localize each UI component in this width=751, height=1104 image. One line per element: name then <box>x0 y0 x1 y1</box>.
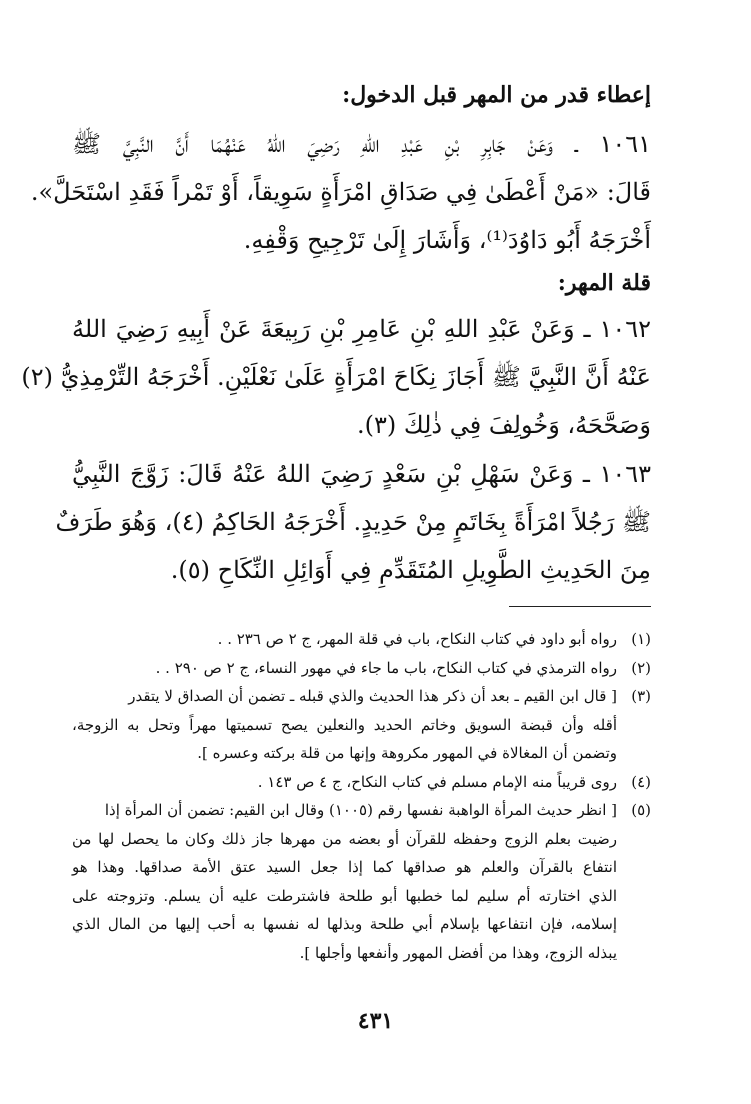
footnote-number: (٥) <box>631 801 651 819</box>
footnote-text: أقله وأن قبضة السويق وخاتم الحديد والنعلين يصح تسميتها مهراً وتحل به الزوجة، <box>72 715 617 734</box>
footnote-text: رواه الترمذي في كتاب النكاح، باب ما جاء في مهور النساء، ج ٢ ص ٢٩٠ . . <box>155 658 617 677</box>
footnote-text: وتضمن أن المغالاة في المهور مكروهة وإنها من قلة بركته وعسره ]. <box>197 744 617 762</box>
hadith-1061 <box>30 120 651 264</box>
hadith-line: ١٠٦٣ ـ وَعَنْ سَهْلِ بْنِ سَعْدٍ رَضِيَ اللهُ عَنْهُ قَالَ: زَوَّجَ النَّبِيُّ <box>72 460 651 488</box>
footnote-separator <box>509 606 651 607</box>
footnote-text: يبذله الزوج، وهذا من أفضل المهور وأنفعها وأجلها ]. <box>299 943 617 962</box>
hadith-1063 <box>55 450 651 594</box>
footnote-2 <box>72 654 651 683</box>
footnote-number: (٤) <box>631 772 651 791</box>
footnote-number: (١) <box>631 630 651 648</box>
footnote-number: (٣) <box>631 687 651 705</box>
footnotes <box>72 625 651 967</box>
page-number: ٤٣١ <box>357 1008 394 1034</box>
footnote-5 <box>72 796 651 967</box>
hadith-line: ﷺ رَجُلاً امْرَأَةً بِخَاتَمٍ مِنْ حَدِيدٍ. أَخْرَجَهُ الحَاكِمُ (٤)، وَهُوَ طَرَفٌ <box>55 508 651 536</box>
section-heading-early-dower: إعطاء قدر من المهر قبل الدخول: <box>342 82 651 108</box>
footnote-text: إسلامه، فإن انتفاعها بإسلام أبي طلحة وبذلها له نفسها به أحب إليها من المال الذي <box>72 915 617 933</box>
footnote-3 <box>72 682 651 768</box>
hadith-line: وَصَحَّحَهُ، وَخُولِفَ فِي ذٰلِكَ (٣). <box>356 411 651 439</box>
section-heading-small-dower: قلة المهر: <box>557 270 651 296</box>
hadith-line: مِنَ الحَدِيثِ الطَّوِيلِ المُتَقَدِّمِ فِي أَوَائِلِ النِّكَاحِ (٥). <box>170 556 651 584</box>
hadith-line: عَنْهُ أَنَّ النَّبِيَّ ﷺ أَجَازَ نِكَاحَ امْرَأَةٍ عَلَىٰ نَعْلَيْنِ. أَخْرَجَهُ التِّرْمِذِيُّ (٢) <box>21 363 651 391</box>
hadith-line: ١٠٦١ ـ وَعَنْ جَابِرِ بْنِ عَبْدِ اللهِ رَضِيَ اللهُ عَنْهُمَا أَنَّ النَّبِيَّ ﷺ <box>72 130 651 158</box>
footnote-text: روى قريباً منه الإمام مسلم في كتاب النكاح، ج ٤ ص ١٤٣ . <box>257 772 617 791</box>
hadith-1062 <box>21 305 651 449</box>
hadith-line: أَخْرَجَهُ أَبُو دَاوُدَ⁽¹⁾، وَأَشَارَ إِلَىٰ تَرْجِيحِ وَقْفِهِ. <box>243 226 651 254</box>
footnote-text: رواه أبو داود في كتاب النكاح، باب في قلة المهر، ج ٢ ص ٢٣٦ . . <box>217 630 617 648</box>
footnote-text: الذي اختارته أم سليم لما خطبها أبو طلحة فاشترطت عليه أن يسلم. وتزوجته على <box>72 886 617 905</box>
footnote-text: رضيت بعلم الزوج وحفظه للقرآن أو بعضه من مهرها جاز ذلك وكان ما يحصل لها من <box>72 829 617 848</box>
footnote-text: [ قال ابن القيم ـ بعد أن ذكر هذا الحديث والذي قبله ـ تضمن أن الصداق لا يتقدر <box>128 687 617 705</box>
footnote-1 <box>72 625 651 654</box>
hadith-line: قَالَ: «مَنْ أَعْطَىٰ فِي صَدَاقِ امْرَأَةٍ سَوِيقاً، أَوْ تَمْراً فَقَدِ اسْتَحَلَّ». <box>30 178 651 206</box>
footnote-number: (٢) <box>631 658 651 677</box>
footnote-4 <box>72 768 651 797</box>
hadith-line: ١٠٦٢ ـ وَعَنْ عَبْدِ اللهِ بْنِ عَامِرِ بْنِ رَبِيعَةَ عَنْ أَبِيهِ رَضِيَ اللهُ <box>72 315 651 343</box>
footnote-text: انتفاع بالقرآن والعلم هو صداقها كما إذا جعل السيد عتق الأمة صداقها. وهذا هو <box>72 858 617 876</box>
footnote-text: [ انظر حديث المرأة الواهبة نفسها رقم (١٠٠٥) وقال ابن القيم: تضمن أن المرأة إذا <box>104 801 617 819</box>
